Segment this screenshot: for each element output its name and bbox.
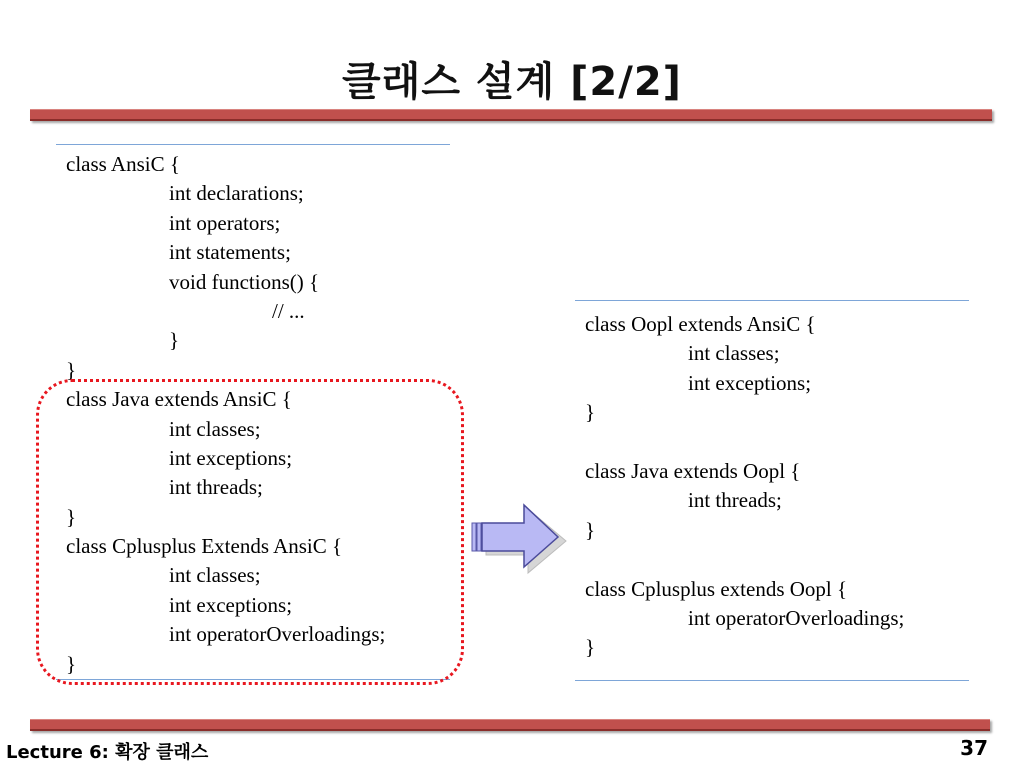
code-line: }: [66, 651, 77, 676]
code-line: int classes;: [688, 341, 780, 366]
code-line: }: [585, 517, 596, 542]
highlight-dotted-outline: [36, 379, 464, 685]
title-accent-bar: [30, 109, 992, 121]
code-line: class Cplusplus extends Oopl {: [585, 576, 848, 601]
code-line: [585, 428, 904, 457]
code-line: int threads;: [169, 475, 263, 500]
footer-accent-bar: [30, 719, 990, 731]
code-line: int operators;: [169, 210, 281, 235]
code-line: int statements;: [169, 240, 291, 265]
left-code-top-rule: [56, 144, 450, 145]
code-line: int exceptions;: [169, 445, 293, 470]
code-line: }: [585, 635, 596, 660]
code-line: // ...: [272, 298, 305, 323]
code-line: int exceptions;: [688, 370, 812, 395]
code-line: [585, 545, 904, 574]
right-code-bottom-rule: [575, 680, 969, 681]
code-line: int declarations;: [169, 181, 304, 206]
code-line: class Java extends Oopl {: [585, 458, 801, 483]
code-line: int operatorOverloadings;: [688, 605, 905, 630]
code-line: int threads;: [688, 488, 782, 513]
code-line: }: [66, 357, 77, 382]
code-line: }: [66, 504, 77, 529]
right-code-top-rule: [575, 300, 969, 301]
code-line: int classes;: [169, 416, 261, 441]
code-line: void functions() {: [169, 269, 320, 294]
code-line: int operatorOverloadings;: [169, 622, 386, 647]
code-line: class Java extends AnsiC {: [66, 387, 292, 412]
right-code-block: [585, 310, 904, 663]
page-number: 37: [960, 736, 988, 760]
footer-lecture-label: Lecture 6: 확장 클래스: [6, 742, 209, 763]
code-line: int exceptions;: [169, 592, 293, 617]
code-line: }: [585, 400, 596, 425]
code-line: class Oopl extends AnsiC {: [585, 312, 816, 336]
code-line: }: [169, 328, 180, 353]
code-line: class AnsiC {: [66, 152, 180, 176]
slide-title: 클래스 설계 [2/2]: [342, 59, 682, 105]
right-arrow-icon: [466, 503, 570, 575]
code-line: class Cplusplus Extends AnsiC {: [66, 534, 343, 559]
code-line: int classes;: [169, 563, 261, 588]
